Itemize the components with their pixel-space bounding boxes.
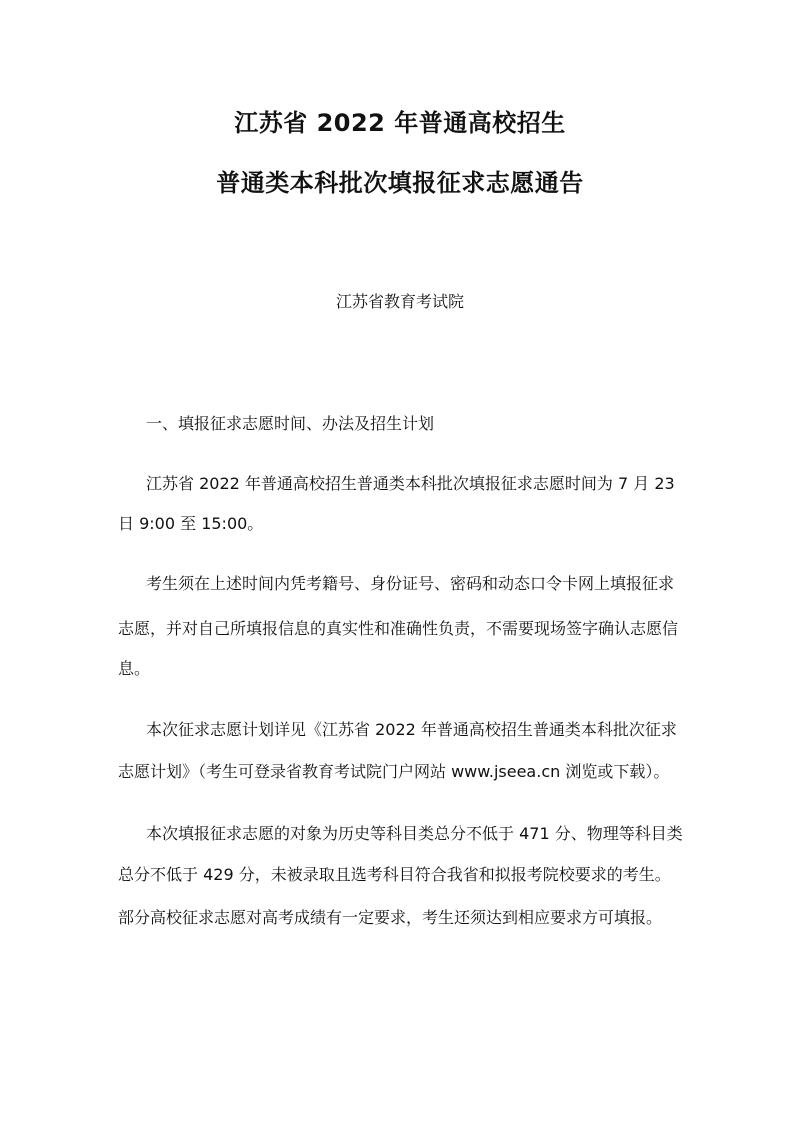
paragraph-2-line: 息。 [118,659,151,678]
section-heading: 一、填报征求志愿时间、办法及招生计划 [146,414,435,433]
document-title-line-1: 江苏省 2022 年普通高校招生 [234,109,566,137]
paragraph-4-line: 部分高校征求志愿对高考成绩有一定要求，考生还须达到相应要求方可填报。 [118,908,663,927]
paragraph-1-line: 江苏省 2022 年普通高校招生普通类本科批次填报征求志愿时间为 7 月 23 [146,474,675,493]
paragraph-4-line: 总分不低于 429 分，未被录取且选考科目符合我省和拟报考院校要求的考生。 [118,865,671,884]
paragraph-3-line: 本次征求志愿计划详见《江苏省 2022 年普通高校招生普通类本科批次征求 [146,720,677,739]
document-title-line-2: 普通类本科批次填报征求志愿通告 [216,169,584,197]
paragraph-3-line: 志愿计划》（考生可登录省教育考试院门户网站 www.jseea.cn 浏览或下载）。 [118,762,670,781]
paragraph-2-line: 考生须在上述时间内凭考籍号、身份证号、密码和动态口令卡网上填报征求 [146,574,675,593]
issuer-name: 江苏省教育考试院 [335,292,464,311]
paragraph-2-line: 志愿，并对自己所填报信息的真实性和准确性负责，不需要现场签字确认志愿信 [118,619,679,638]
paragraph-4-line: 本次填报征求志愿的对象为历史等科目类总分不低于 471 分、物理等科目类 [146,824,683,843]
paragraph-1-line: 日 9:00 至 15:00。 [118,514,264,533]
